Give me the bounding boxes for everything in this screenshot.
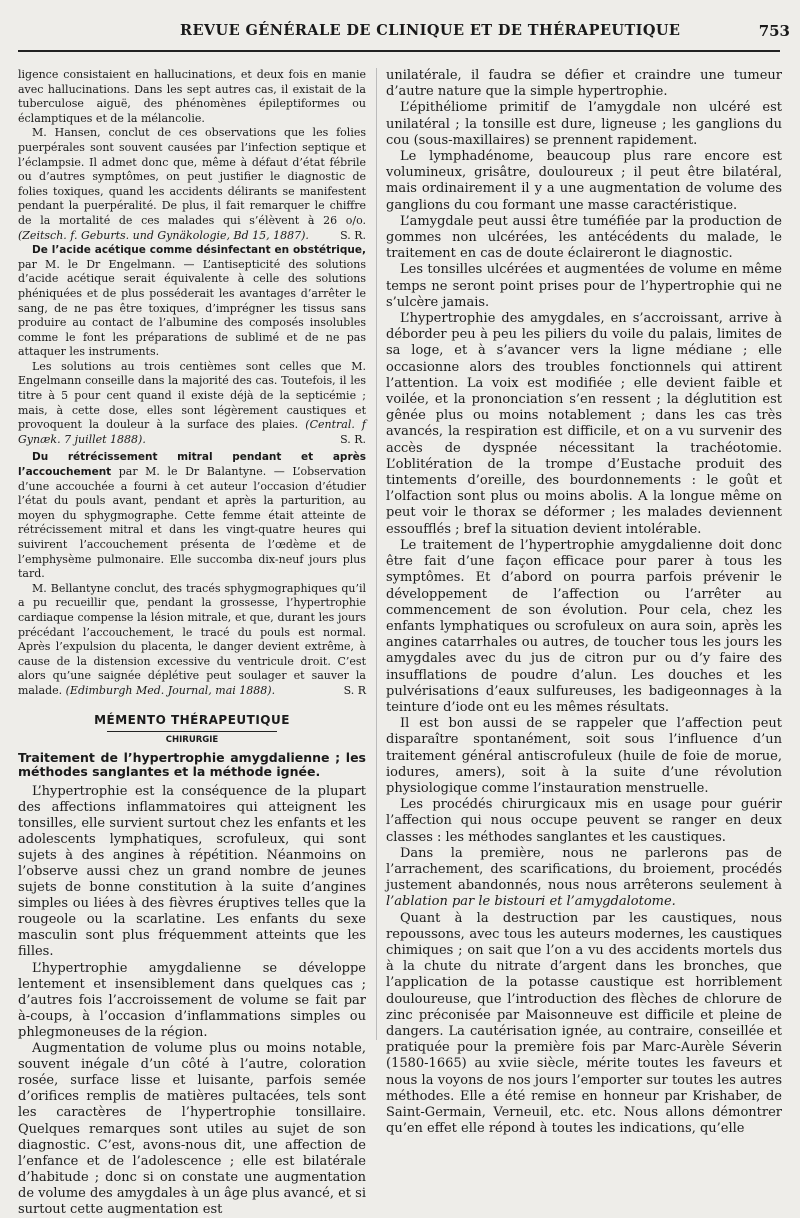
section-rule [107, 731, 277, 732]
right-column [386, 68, 782, 1137]
paragraph [18, 243, 366, 360]
paragraph: unilatérale, il faudra se défier et craindre une tumeur d’autre nature que la simple hypertrophie. [386, 68, 782, 100]
paragraph [18, 450, 366, 581]
paragraph: Le lymphadénome, beaucoup plus rare encore est volumineux, grisâtre, douloureux ; il peut être bilatéral, mais ordinairement il y a une augmentation de volume des ganglions du cou formant une masse caractéristique. [386, 149, 782, 213]
paragraph: L’hypertrophie amygdalienne se développe lentement et insensiblement dans quelques cas ; d’autres fois l’accroissement de volume se fait par à-coups, à l’occasion d’inflammations simples ou phlegmoneuses de la région. [18, 960, 366, 1040]
section-heading: MÉMENTO THÉRAPEUTIQUE [94, 712, 290, 727]
paragraph-text: M. Hansen, conclut de ces observations que les folies puerpérales sont souvent causées par l’infection septique et l’éclampsie. Il admet donc que, même à défaut d’état fébrile ou d’autres symptômes, on peut justifier le diagnostic de folies toxiques, quand les accidents délirants se manifestent pendant la puerpéralité. De plus, il fait remarquer le chiffre de la mortalité de ces malades qui s’élèvent à 26 o/o. [18, 126, 366, 227]
reference: (Edimburgh Med. Journal, mai 1888). [65, 683, 276, 697]
paragraph-text: M. Bellantyne conclut, des tracés sphygmographiques qu’il a pu recueillir que, pendant la grossesse, l’hypertrophie cardiaque compense la lésion mitrale, et que, durant les jours précédant l’accouchement, le tracé du pouls est normal. Après l’expulsion du placenta, le danger devient extrême, à cause de la distension excessive du ventricule droit. C’est alors qu’une saignée déplétive peut soulager et sauver la malade. [18, 581, 366, 697]
page-number: 753 [758, 22, 790, 40]
article-title: Traitement de l’hypertrophie amygdalienne ; les méthodes sanglantes et la méthode ignée. [18, 749, 366, 779]
paragraph: ligence consistaient en hallucinations, et deux fois en manie avec hallucinations. Dans les sept autres cas, il existait de la tuberculose aiguë, des phénomènes épileptiformes ou éclamptiques et de la mélancolie. [18, 68, 366, 125]
subsection-heading: CHIRURGIE [165, 734, 219, 745]
paragraph: Les procédés chirurgicaux mis en usage pour guérir l’affection qui nous occupe peuvent se ranger en deux classes : les méthodes sanglantes et les caustiques. [386, 797, 782, 845]
column-divider [376, 68, 377, 1040]
paragraph: L’hypertrophie des amygdales, en s’accroissant, arrive à déborder peu à peu les piliers du voile du palais, limites de sa loge, et à s’avancer vers la ligne médiane ; elle occasionne alors des troubles fonctionnels qui attirent l’attention. La voix est modifiée ; elle devient faible et voilée, et la prononciation s’en ressent ; la déglutition est gênée plus ou moins notablement ; dans les cas très avancés, la respiration est difficile, et on a vu survenir des accès de dyspnée nécessitant la trachéotomie. L’oblitération de la trompe d’Eustache produit des tintements d’oreille, des bourdonnements : le goût et l’olfaction sont plus ou moins abolis. A la longue même on peut voir le thorax se déformer ; les malades deviennent essoufflés ; bref la situation devient intolérable. [386, 311, 782, 537]
paragraph-text: par M. le Dr Balantyne. — L’observation d’une accouchée a fourni à cet auteur l’occasion d’étudier l’état du pouls avant, pendant et après la parturition, au moyen du sphygmographe. Cette femme était atteinte de rétrécissement mitral et dans les vingt-quatre heures qui suivirent l’accouchement présenta de l’œdème et de l’emphysème pulmonaire. Elle succomba dix-neuf jours plus tard. [18, 465, 367, 581]
paragraph: Quant à la destruction par les caustiques, nous repoussons, avec tous les auteurs modernes, les caustiques chimiques ; on sait que l’on a vu des accidents mortels dus à la chute du nitrate d’argent dans les bronches, que l’application de la potasse caustique est horriblement douloureuse, que l’introduction des flèches de chlorure de zinc préconisée par Maisonneuve est difficile et pleine de dangers. La cautérisation ignée, au contraire, conseillée et pratiquée pour la première fois par Marc-Aurèle Séverin (1580-1665) au xviie siècle, mérite toutes les faveurs et nous la voyons de nos jours l’emporter sur toutes les autres méthodes. Elle a été remise en honneur par Krishaber, de Saint-Germain, Verneuil, etc. etc. Nous allons démontrer qu’en effet elle répond à toutes les indications, qu’elle [386, 910, 782, 1137]
reference: (Central. f Gynæk. 7 juillet 1888). [18, 418, 367, 446]
paragraph [18, 360, 366, 448]
signature: S. R. [340, 432, 366, 446]
paragraph-text: Les solutions au trois centièmes sont celles que M. Engelmann conseille dans la majorité des cas. Toutefois, il les titre à 5 pour cent quand il existe déjà de la septicémie ; mais, à cette dose, elles sont légèrement caustiques et provoquent la douleur à la surface des plaies. [18, 359, 366, 432]
reference: (Zeitsch. f. Geburts. und Gynäkologie, Bd 15, 1887). [18, 228, 309, 242]
entry-title: Du rétrécissement mitral pendant et après l’accouchement [18, 451, 366, 479]
running-title: REVUE GÉNÉRALE DE CLINIQUE ET DE THÉRAPEUTIQUE [180, 22, 681, 39]
paragraph-text: par M. le Dr Engelmann. — L’antisepticité des solutions d’acide acétique serait équivalente à celle des solutions phéniquées et de plus posséderait les avantages d’arrêter le sang, de ne pas être toxiques, d’imprégner les tissus sans produire au contact de l’albumine des composés insolubles comme le font les préparations de sublimé et de ne pas attaquer les instruments. [18, 257, 366, 359]
signature: S. R [343, 683, 366, 697]
paragraph: L’épithéliome primitif de l’amygdale non ulcéré est unilatéral ; la tonsille est dure, ligneuse ; les ganglions du cou (sous-maxillaires) se prennent rapidement. [386, 100, 782, 148]
paragraph [18, 582, 366, 699]
left-column [18, 68, 367, 1217]
entry-title: De l’acide acétique comme désinfectant en obstétrique, [32, 244, 366, 257]
paragraph-text: Dans la première, nous ne parlerons pas de l’arrachement, des scarifications, du broiement, procédés justement abandonnés, nous nous arrêterons seulement à [386, 845, 782, 894]
paragraph: Les tonsilles ulcérées et augmentées de volume en même temps ne seront point prises pour de l’hypertrophie qui ne s’ulcère jamais. [386, 262, 782, 310]
paragraph: L’hypertrophie est la conséquence de la plupart des affections inflammatoires qui atteignent les tonsilles, elle survient surtout chez les enfants et les adolescents lymphatiques, scrofuleux, qui sont sujets à des angines à répétition. Néanmoins on l’observe aussi chez un grand nombre de jeunes sujets de bonne constitution à la suite d’angines simples ou liées à des fièvres éruptives telles que la rougeole ou la scarlatine. Les enfants du sexe masculin sont plus fréquemment atteints que les filles. [18, 783, 366, 960]
header-rule [18, 50, 780, 52]
paragraph: Le traitement de l’hypertrophie amygdalienne doit donc être fait d’une façon efficace pour parer à tous les symptômes. Et d’abord on pourra parfois prévenir le développement de l’affection ou l’arrêter au commencement de son évolution. Pour cela, chez les enfants lymphatiques ou scrofuleux on aura soin, après les angines catarrhales ou autres, de toucher tous les jours les amygdales avec du jus de citron pur ou d’y faire des insufflations de poudre d’alun. Les douches et les pulvérisations d’eaux sulfureuses, les badigeonnages à la teinture d’iode ont eu les mêmes résultats. [386, 537, 782, 715]
paragraph: Augmentation de volume plus ou moins notable, souvent inégale d’un côté à l’autre, coloration rosée, surface lisse et luisante, parfois semée d’orifices remplis de matières pultacées, tels sont les caractères de l’hypertrophie tonsillaire. Quelques remarques sont utiles au sujet de son diagnostic. C’est, avons-nous dit, une affection de l’enfance et de l’adolescence ; elle est bilatérale d’habitude ; donc si on constate une augmentation de volume des amygdales à un âge plus avancé, et si surtout cette augmentation est [18, 1041, 366, 1217]
paragraph: L’amygdale peut aussi être tuméfiée par la production de gommes non ulcérées, les antécédents du malade, le traitement en cas de doute éclaireront le diagnostic. [386, 213, 782, 262]
emphasis: l’ablation par le bistouri et l’amygdalotome. [386, 894, 676, 910]
paragraph [18, 126, 366, 243]
signature: S. R. [340, 228, 366, 242]
paragraph: Il est bon aussi de se rappeler que l’affection peut disparaître spontanément, soit sous l’influence d’un traitement général antiscrofuleux (huile de foie de morue, iodures, amers), soit à la suite d’une révolution physiologique comme l’instauration menstruelle. [386, 716, 782, 796]
paragraph [386, 846, 782, 911]
article-body [18, 784, 366, 1218]
page-header [10, 22, 790, 46]
